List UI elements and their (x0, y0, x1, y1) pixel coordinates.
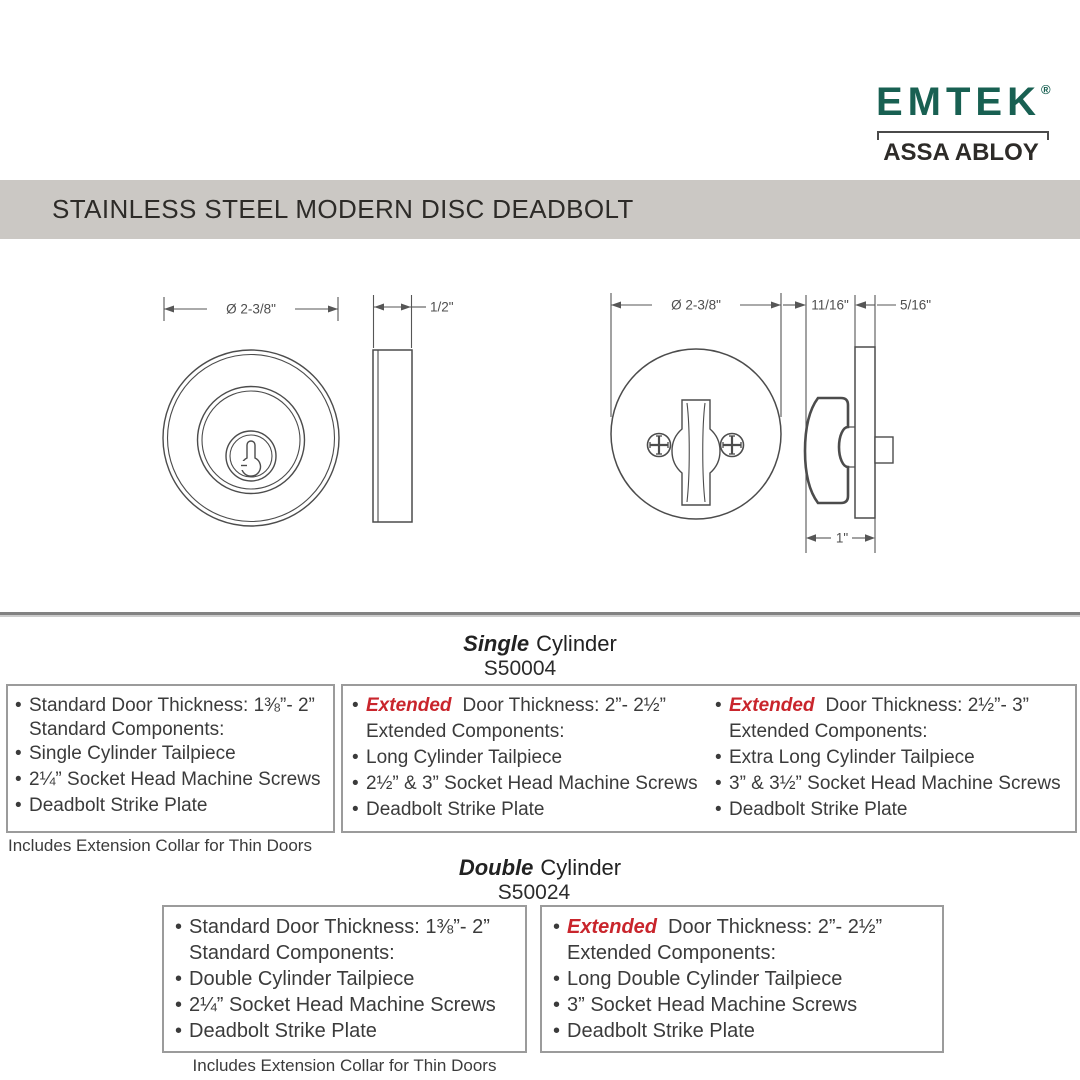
screw-left-icon (648, 434, 671, 457)
spec-text: 2½” & 3” Socket Head Machine Screws (366, 773, 698, 794)
logo-brand: EMTEK (876, 80, 1041, 124)
bullet: • (553, 916, 561, 938)
spec-line (552, 1018, 882, 1044)
spec-line (552, 914, 882, 940)
single-extended-column-a (351, 693, 698, 823)
spec-subhead: Extended Components: (567, 942, 777, 964)
double-title-rest: Cylinder (540, 855, 622, 880)
single-title-rest: Cylinder (536, 631, 617, 656)
bullet: • (15, 695, 22, 716)
technical-drawing (0, 255, 1080, 615)
section-divider-shadow (0, 615, 1080, 617)
spec-text: Standard Door Thickness: 1⅜”- 2” (189, 916, 490, 938)
spec-subhead: Standard Components: (189, 942, 395, 964)
thumbturn-icon (672, 400, 720, 505)
spec-line (714, 771, 1061, 797)
spec-text: Single Cylinder Tailpiece (29, 743, 236, 764)
spec-text: 2¼” Socket Head Machine Screws (29, 769, 321, 790)
product-banner (0, 180, 1080, 239)
bullet: • (175, 994, 183, 1016)
side-view-back-drawing (783, 295, 931, 553)
spec-line (174, 992, 496, 1018)
single-extended-column-b (714, 693, 1061, 823)
bullet: • (352, 773, 359, 794)
bullet: • (715, 799, 722, 820)
spec-line (351, 693, 698, 719)
screw-right-icon (721, 434, 744, 457)
front-view-drawing (163, 297, 339, 526)
bullet: • (352, 799, 359, 820)
stem-depth-dim-label: 5/16" (900, 297, 932, 313)
spec-text: Deadbolt Strike Plate (29, 795, 208, 816)
spec-subhead: Extended Components: (729, 721, 928, 742)
single-standard-spec-box (6, 684, 335, 833)
bullet: • (15, 743, 22, 764)
logo-parent: ASSA ABLOY (883, 139, 1039, 166)
bullet: • (715, 695, 722, 716)
bullet: • (553, 968, 561, 990)
overall-depth-dim-label: 1" (835, 530, 849, 546)
bullet: • (352, 747, 359, 768)
spec-text: Deadbolt Strike Plate (366, 799, 545, 820)
spec-line (351, 745, 698, 771)
spec-text: 3” & 3½” Socket Head Machine Screws (729, 773, 1061, 794)
extended-label: Extended (366, 695, 452, 716)
bullet: • (553, 994, 561, 1016)
extended-label: Extended (567, 916, 658, 938)
single-model-number: S50004 (483, 657, 557, 680)
spec-line (714, 797, 1061, 823)
spec-subhead: Standard Components: (29, 719, 225, 740)
spec-text: Long Double Cylinder Tailpiece (567, 968, 843, 990)
bullet: • (15, 795, 22, 816)
turn-depth-dim-label: 11/16" (811, 297, 849, 313)
double-model-number: S50024 (497, 881, 571, 904)
bullet: • (715, 773, 722, 794)
spec-text: Standard Door Thickness: 1⅜”- 2” (29, 695, 315, 716)
keyhole-icon (241, 441, 261, 476)
thickness-dim-label: 1/2" (430, 299, 454, 315)
front-diameter-dim-label: Ø 2-3/8" (226, 301, 276, 317)
bullet: • (15, 769, 22, 790)
spec-line (714, 745, 1061, 771)
bullet: • (175, 968, 183, 990)
single-footnote: Includes Extension Collar for Thin Doors (8, 836, 312, 855)
spec-text: Door Thickness: 2½”- 3” (825, 695, 1029, 716)
spec-line (14, 693, 320, 719)
product-title: STAINLESS STEEL MODERN DISC DEADBOLT (52, 194, 634, 224)
double-footnote: Includes Extension Collar for Thin Doors (192, 1056, 497, 1075)
registered-trademark-icon: ® (1041, 82, 1051, 97)
spec-line (174, 966, 496, 992)
double-title-emphasis: Double (458, 855, 534, 880)
spec-text: Door Thickness: 2”- 2½” (668, 916, 883, 938)
double-section-title (0, 855, 1080, 881)
bullet: • (175, 1020, 183, 1042)
spec-line (552, 966, 882, 992)
double-standard-spec-box (162, 905, 527, 1053)
bullet: • (715, 747, 722, 768)
back-diameter-dim-label: Ø 2-3/8" (671, 297, 721, 313)
spec-line (174, 1018, 496, 1044)
spec-line (14, 767, 320, 793)
spec-text: Extra Long Cylinder Tailpiece (729, 747, 975, 768)
spec-text: Deadbolt Strike Plate (729, 799, 908, 820)
spec-line (351, 771, 698, 797)
back-view-drawing (611, 293, 781, 519)
double-extended-spec-box (540, 905, 944, 1053)
single-section-title (0, 631, 1080, 657)
extended-label: Extended (729, 695, 815, 716)
bullet: • (352, 695, 359, 716)
spec-text: Double Cylinder Tailpiece (189, 968, 415, 990)
spec-line (552, 992, 882, 1018)
side-view-front-drawing (373, 295, 454, 522)
spec-text: Deadbolt Strike Plate (189, 1020, 377, 1042)
bullet: • (175, 916, 183, 938)
spec-line (714, 693, 1061, 719)
spec-text: 2¼” Socket Head Machine Screws (189, 994, 496, 1016)
spec-text: Door Thickness: 2”- 2½” (462, 695, 666, 716)
bullet: • (553, 1020, 561, 1042)
spec-line (14, 793, 320, 819)
spec-line (351, 797, 698, 823)
spec-text: 3” Socket Head Machine Screws (567, 994, 858, 1016)
spec-text: Deadbolt Strike Plate (567, 1020, 755, 1042)
spec-subhead: Extended Components: (366, 721, 565, 742)
spec-text: Long Cylinder Tailpiece (366, 747, 563, 768)
spec-line (14, 741, 320, 767)
single-title-emphasis: Single (463, 631, 530, 656)
spec-line (174, 914, 496, 940)
single-extended-spec-box (341, 684, 1077, 833)
